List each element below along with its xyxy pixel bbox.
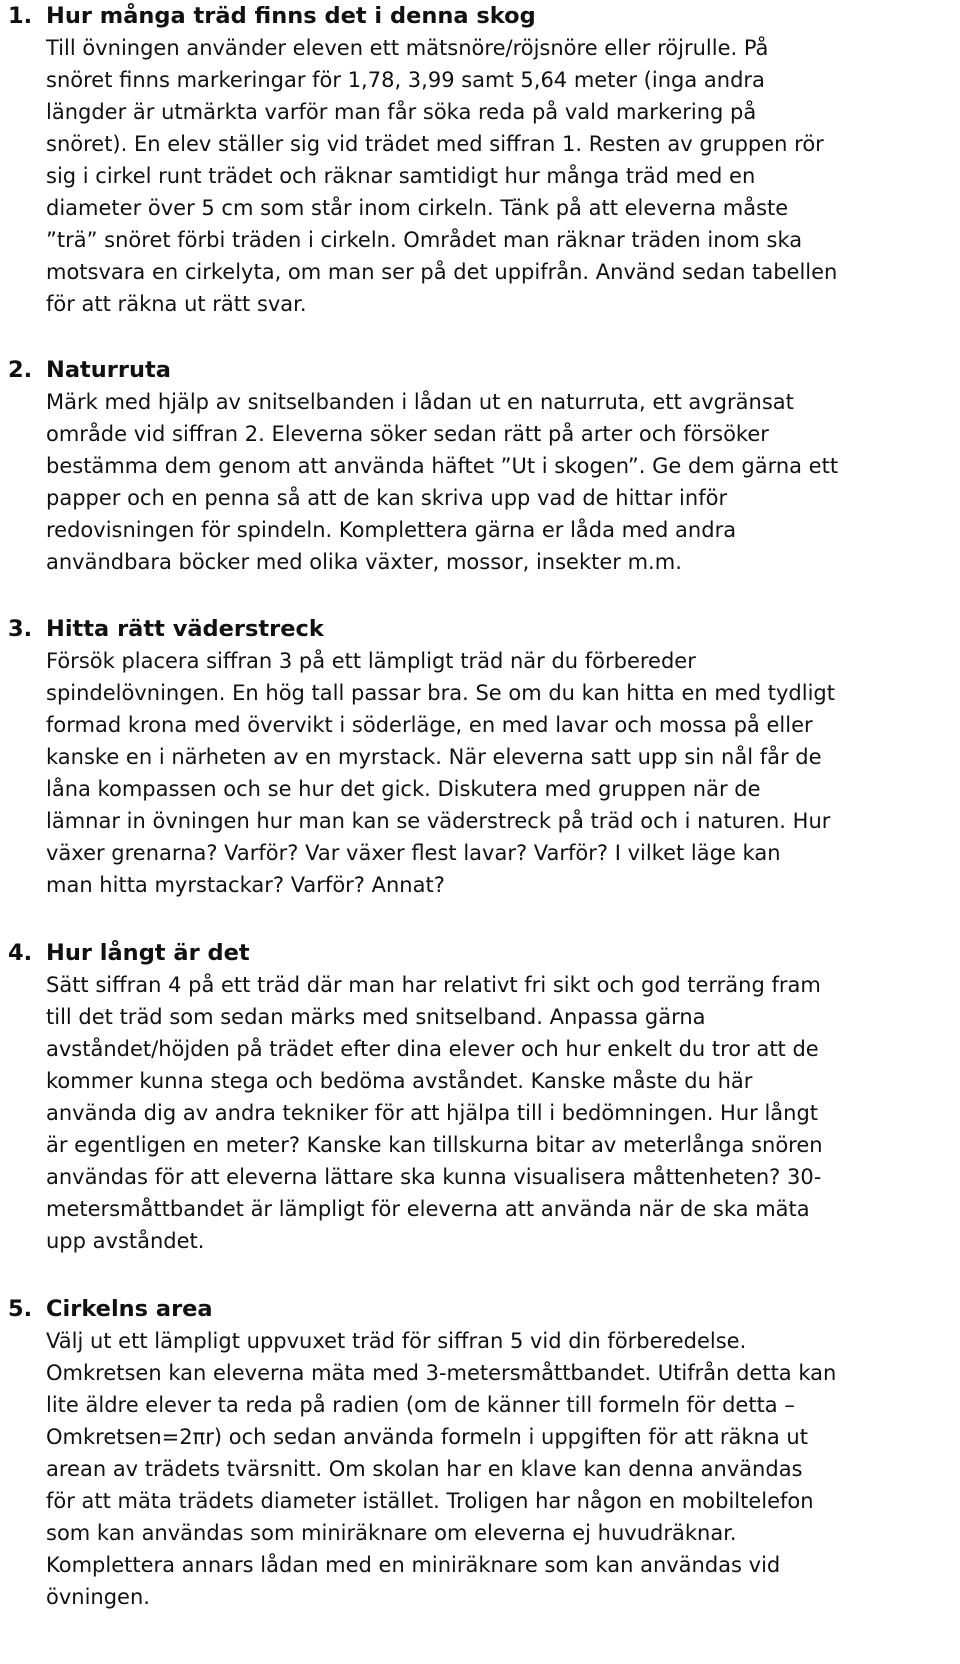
- text-line: område vid siffran 2. Eleverna söker sedan rätt på arter och försöker: [46, 422, 769, 446]
- text-line: sig i cirkel runt trädet och räknar samtidigt hur många träd med en: [46, 164, 756, 188]
- text-line: avståndet/höjden på trädet efter dina elever och hur enkelt du tror att de: [46, 1037, 819, 1061]
- text-line: Till övningen använder eleven ett mätsnöre/röjsnöre eller röjrulle. På: [46, 36, 769, 60]
- section-title: Cirkelns area: [46, 1296, 213, 1322]
- section-heading: [8, 613, 938, 645]
- section-number: 5.: [8, 1296, 33, 1322]
- section-3: [8, 613, 938, 901]
- text-line: användas för att eleverna lättare ska kunna visualisera måttenheten? 30-: [46, 1165, 822, 1189]
- text-line: upp avståndet.: [46, 1229, 205, 1253]
- section-title: Hitta rätt väderstreck: [46, 616, 324, 642]
- section-title: Hur långt är det: [46, 940, 250, 966]
- section-number: 2.: [8, 357, 33, 383]
- section-heading: [8, 0, 938, 32]
- section-title: Naturruta: [46, 357, 171, 383]
- text-line: Sätt siffran 4 på ett träd där man har relativt fri sikt och god terräng fram: [46, 973, 821, 997]
- text-line: för att mäta trädets diameter istället. Troligen har någon en mobiltelefon: [46, 1489, 814, 1513]
- text-line: växer grenarna? Varför? Var växer flest lavar? Varför? I vilket läge kan: [46, 841, 781, 865]
- text-line: motsvara en cirkelyta, om man ser på det uppifrån. Använd sedan tabellen: [46, 260, 838, 284]
- text-line: spindelövningen. En hög tall passar bra. Se om du kan hitta en med tydligt: [46, 681, 835, 705]
- text-line: lite äldre elever ta reda på radien (om de känner till formeln för detta –: [46, 1393, 795, 1417]
- text-line: för att räkna ut rätt svar.: [46, 292, 307, 316]
- text-line: längder är utmärkta varför man får söka reda på vald markering på: [46, 100, 757, 124]
- text-line: snöret finns markeringar för 1,78, 3,99 samt 5,64 meter (inga andra: [46, 68, 765, 92]
- section-number: 4.: [8, 940, 33, 966]
- text-line: snöret). En elev ställer sig vid trädet med siffran 1. Resten av gruppen rör: [46, 132, 824, 156]
- text-line: använda dig av andra tekniker för att hjälpa till i bedömningen. Hur långt: [46, 1101, 819, 1125]
- text-line: Komplettera annars lådan med en miniräknare som kan användas vid: [46, 1553, 781, 1577]
- text-line: Välj ut ett lämpligt uppvuxet träd för siffran 5 vid din förberedelse.: [46, 1329, 747, 1353]
- section-body: [46, 386, 938, 578]
- section-4: [8, 937, 938, 1257]
- text-line: bestämma dem genom att använda häftet ”Ut i skogen”. Ge dem gärna ett: [46, 454, 839, 478]
- text-line: Märk med hjälp av snitselbanden i lådan ut en naturruta, ett avgränsat: [46, 390, 794, 414]
- text-line: kanske en i närheten av en myrstack. När eleverna satt upp sin nål får de: [46, 745, 822, 769]
- text-line: ”trä” snöret förbi träden i cirkeln. Området man räknar träden inom ska: [46, 228, 803, 252]
- text-line: formad krona med övervikt i söderläge, en med lavar och mossa på eller: [46, 713, 813, 737]
- section-body: [46, 32, 938, 320]
- text-line: användbara böcker med olika växter, mossor, insekter m.m.: [46, 550, 682, 574]
- text-line: som kan användas som miniräknare om eleverna ej huvudräknar.: [46, 1521, 737, 1545]
- text-line: Försök placera siffran 3 på ett lämpligt träd när du förbereder: [46, 649, 696, 673]
- text-line: papper och en penna så att de kan skriva upp vad de hittar inför: [46, 486, 728, 510]
- text-line: diameter över 5 cm som står inom cirkeln. Tänk på att eleverna måste: [46, 196, 789, 220]
- section-5: [8, 1293, 938, 1613]
- text-line: Omkretsen=2πr) och sedan använda formeln i uppgiften för att räkna ut: [46, 1425, 808, 1449]
- section-number: 3.: [8, 616, 33, 642]
- text-line: är egentligen en meter? Kanske kan tillskurna bitar av meterlånga snören: [46, 1133, 823, 1157]
- section-body: [46, 645, 938, 901]
- text-line: Omkretsen kan eleverna mäta med 3-metersmåttbandet. Utifrån detta kan: [46, 1361, 837, 1385]
- text-line: lämnar in övningen hur man kan se väderstreck på träd och i naturen. Hur: [46, 809, 831, 833]
- text-line: övningen.: [46, 1585, 150, 1609]
- text-line: kommer kunna stega och bedöma avståndet. Kanske måste du här: [46, 1069, 753, 1093]
- text-line: metersmåttbandet är lämpligt för eleverna att använda när de ska mäta: [46, 1197, 810, 1221]
- text-line: till det träd som sedan märks med snitselband. Anpassa gärna: [46, 1005, 706, 1029]
- section-heading: [8, 937, 938, 969]
- text-line: arean av trädets tvärsnitt. Om skolan har en klave kan denna användas: [46, 1457, 803, 1481]
- section-2: [8, 354, 938, 578]
- section-body: [46, 969, 938, 1257]
- section-body: [46, 1325, 938, 1613]
- section-number: 1.: [8, 3, 33, 29]
- section-heading: [8, 354, 938, 386]
- text-line: redovisningen för spindeln. Komplettera gärna er låda med andra: [46, 518, 737, 542]
- text-line: man hitta myrstackar? Varför? Annat?: [46, 873, 445, 897]
- text-line: låna kompassen och se hur det gick. Diskutera med gruppen när de: [46, 777, 761, 801]
- section-1: [8, 0, 938, 320]
- section-title: Hur många träd finns det i denna skog: [46, 3, 536, 29]
- section-heading: [8, 1293, 938, 1325]
